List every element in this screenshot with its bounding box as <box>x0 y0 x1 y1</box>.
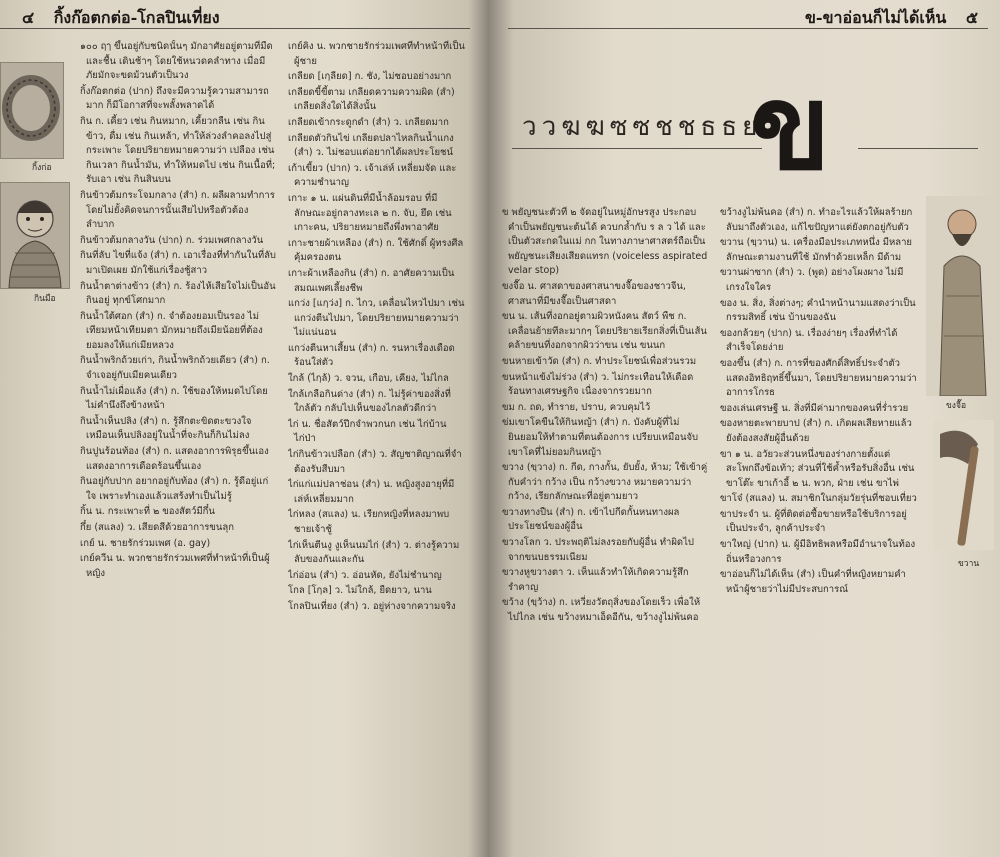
dictionary-entry: แกว่งตีนหาเสี้ยน (สำ) ก. รนหาเรื่องเดือดร้อนใส่ตัว <box>288 342 455 369</box>
fig2-caption-right: ขวาน <box>958 559 980 569</box>
dictionary-entry: กินน้ำพริกถ้วยเก่า, กินน้ำพริกถ้วยเดียว (สำ) ก. จำเจอยู่กับเมียคนเดียว <box>80 355 270 382</box>
right-column-2 <box>720 206 918 846</box>
dictionary-entry: ขว้าง (ขฺว้าง) ก. เหวี่ยงวัตถุสิ่งของโดยเร็ว เพื่อให้ไปไกล เช่น ขว้างหมาเอ็ดอีกัน, ขว้างงูไม่พ้นคอ <box>502 597 701 624</box>
dictionary-entry: ขนหน้าแข้งไม่ร่วง (สำ) ว. ไม่กระเทือนให้เดือดร้อนทางเศรษฐกิจ เนื่องจากรวยมาก <box>502 371 694 398</box>
dictionary-entry: ของหายตะพายบาป (สำ) ก. เกิดผลเสียหายแล้วยังต้องสงสัยผู้อื่นด้วย <box>720 418 912 444</box>
letter-row-rule <box>512 148 762 149</box>
dictionary-entry: ขว้างงูไม่พ้นคอ (สำ) ก. ทำอะไรแล้วให้ผลร้ายกลับมาถึงตัวเอง, แก้ไขปัญหาแต่ยังตกอยู่กับตัว <box>720 207 913 233</box>
dictionary-entry: ขม ก. ถด, ทำราย, ปราบ, ควบคุมไว้ <box>502 401 651 413</box>
dictionary-entry: กินน้ำเห็นปลิง (สำ) ก. รู้สึกตะขิดตะขวงใจเหมือนเห็นปลิงอยู่ในน้ำที่จะกินก็กินไม่ลง <box>80 415 252 442</box>
dictionary-entry: ไก่กินข้าวเปลือก (สำ) ว. สัญชาติญาณที่จำต้องรับสืบมา <box>288 449 462 475</box>
dictionary-entry: กินที่ลับ ไขที่แจ้ง (สำ) ก. เอาเรื่องที่ทำกันในที่ลับมาเปิดเผย มักใช้แก่เรื่องชู้สาว <box>80 250 276 276</box>
dictionary-entry: ขาอ่อนก็ไม่ได้เห็น (สำ) เป็นคำที่หญิงหยามคำหน้าผู้ชายว่าไม่มีประสบการณ์ <box>720 569 906 595</box>
dictionary-entry: ไก่แก่แม่ปลาช่อน (สำ) น. หญิงสูงอายุที่มีเล่ห์เหลี่ยมมาก <box>288 479 455 505</box>
dictionary-entry: ขวานผ่าซาก (สำ) ว. (พูด) อย่างโผงผาง ไม่มีเกรงใจใคร <box>720 267 904 293</box>
dictionary-entry: กิ้น น. กระเพาะที่ ๒ ของสัตว์มีกึ๋น <box>80 506 215 518</box>
right-page <box>488 0 1000 857</box>
dictionary-entry: กินน้ำใต้ศอก (สำ) ก. จำต้องยอมเป็นรอง ไม่เทียมหน้าเทียมตา มักหมายถึงเมียน้อยที่ต้องยอมลงให้แก่เมียหลวง <box>80 310 263 351</box>
dictionary-entry: ขา ๑ น. อวัยวะส่วนหนึ่งของร่างกายตั้งแต่สะโพกถึงข้อเท้า; ส่วนที่ใช้ค้ำหรือรับสิ่งอื่น เช่น ขาโต๊ะ ขาเก้าอี้ ๒ น. พวก, ฝ่าย เช่น ขาไพ่ <box>720 448 915 489</box>
dictionary-entry: เกลียดตัวกินไข่ เกลียดปลาไหลกินน้ำแกง (สำ) ว. ไม่ชอบแต่อยากได้ผลประโยชน์ <box>288 132 454 159</box>
dictionary-entry: กินข้าวต้มกลางวัน (ปาก) ก. ร่วมเพศกลางวัน <box>80 234 264 246</box>
dictionary-entry: ข่มเขาโคขืนให้กินหญ้า (สำ) ก. บังคับผู้ที่ไม่ยินยอมให้ทำตามที่ตนต้องการ เปรียบเหมือนจับเขาโคที่ไม่ยอมกินหญ้า <box>502 417 699 458</box>
dictionary-entry: เกาะชายผ้าเหลือง (สำ) ก. ใช้ศักดิ์ ผู้ทรงศีลคุ้มครองตน <box>288 237 464 264</box>
dictionary-entry: เกลียด [เกฺลียด] ก. ชัง, ไม่ชอบอย่างมาก <box>288 71 452 83</box>
dictionary-entry: ไก่หลง (สแลง) น. เรียกหญิงที่หลงมาพบชายเจ้าชู้ <box>288 509 450 535</box>
dictionary-entry: กินข้าวต้มกระโจมกลาง (สำ) ก. ผลีผลามทำการโดยไม่ยั้งคิดจนการนั้นเสียไปหรือตัวต้องลำบาก <box>80 189 275 231</box>
left-header-title: กิ้งก๊อตกต่อ-โกลปินเที่ยง <box>53 8 220 27</box>
millipede-illustration <box>0 62 64 159</box>
dictionary-entry: ของขึ้น (สำ) ก. การที่ของศักดิ์สิทธิ์ประจำตัวแสดงอิทธิฤทธิ์ขึ้นมา, โดยปริยายหมายความว่า อาการโกรธ <box>720 357 917 399</box>
left-header-rule <box>0 28 470 29</box>
dictionary-entry: ของกล้วยๆ (ปาก) น. เรื่องง่ายๆ เรื่องที่ทำได้สำเร็จโดยง่าย <box>720 327 898 354</box>
dictionary-entry: เก้าเขี้ยว (ปาก) ว. เจ้าเล่ห์ เหลี่ยมจัด และความชำนาญ <box>288 162 457 189</box>
letter-variants-row: ววฆฆซซชชธธย <box>522 112 763 142</box>
letter-row-rule-right <box>858 148 978 149</box>
dictionary-entry: ใกล้เกลือกินด่าง (สำ) ก. ไม่รู้ค่าของสิ่งที่ใกล้ตัว กลับไปเห็นของไกลตัวดีกว่า <box>288 388 451 415</box>
left-page-number: ๔ <box>22 8 35 27</box>
dictionary-entry: เกย์คิง น. พวกชายรักร่วมเพศที่ทำหน้าที่เป็นผู้ชาย <box>288 41 465 67</box>
right-header-rule <box>508 28 988 29</box>
axe-illustration <box>934 420 994 550</box>
dictionary-entry: แกว่ง [แกฺว่ง] ก. ไกว, เคลื่อนไหวไปมา เช่น แกว่งตีนไปมา, โดยปริยายหมายความว่า ไม่แน่นอน <box>288 298 465 339</box>
dictionary-entry: เกลียดเข้ากระดูกดำ (สำ) ว. เกลียดมาก <box>288 116 449 128</box>
dictionary-entry: กินน้ำตาต่างข้าว (สำ) ก. ร้องไห้เสียใจไม่เป็นอันกินอยู่ ทุกข์โศกมาก <box>80 280 276 307</box>
dictionary-entry: กินน้ำไม่เผื่อแล้ง (สำ) ก. ใช้ของให้หมดไปโดยไม่คำนึงถึงข้างหน้า <box>80 385 268 412</box>
dictionary-entry: ของเล่นเศรษฐี น. สิ่งที่มีค่ามากของคนที่ร่ำรวย <box>720 402 909 414</box>
dictionary-entry: ขวางหูขวางตา ว. เห็นแล้วทำให้เกิดความรู้สึกรำคาญ <box>502 567 689 593</box>
dictionary-entry: ขาโจ๋ (สแลง) น. สมาชิกในกลุ่มวัยรุ่นที่ชอบเที่ยว <box>720 493 917 505</box>
dictionary-entry: ขวาน (ขฺวาน) น. เครื่องมือประเภทหนึ่ง มีหลายลักษณะตามงานที่ใช้ มักทำด้วยเหล็ก มีด้าม <box>720 237 912 263</box>
dictionary-entry: กิ้งก๊อตกต่อ (ปาก) ถึงจะมีความรู้ความสามารถมาก ก็มีโอกาสที่จะพลั้งพลาดได้ <box>80 85 269 112</box>
dictionary-entry: ไก่อ่อน (สำ) ว. อ่อนหัด, ยังไม่ชำนาญ <box>288 569 442 581</box>
dictionary-entry: ขาใหญ่ (ปาก) น. ผู้มีอิทธิพลหรือมีอำนาจในท้องถิ่นหรือวงการ <box>720 539 916 565</box>
dictionary-entry: ขน น. เส้นที่งอกอยู่ตามผิวหนังคน สัตว์ พืช ก. เคลื่อนย้ายทีละมากๆ โดยปริยายเรียกสิ่งที่เป็นเส้นคล้ายขนที่งอกจากผิวว่าขน เช่น ขนนก <box>502 311 707 352</box>
dictionary-entry: ขงจื๊อ น. ศาสดาของศาสนาขงจื๊อของชาวจีน, ศาสนาที่มีขงจื๊อเป็นศาสดา <box>502 280 686 307</box>
dictionary-entry: โกล [โกฺล] ว. ไม่ใกล้, ยืดยาว, นาน <box>288 585 432 597</box>
dictionary-entry: ไก่เห็นตีนงู งูเห็นนมไก่ (สำ) ว. ต่างรู้ความลับของกันและกัน <box>288 539 460 566</box>
left-column-2 <box>288 40 466 850</box>
dictionary-entry: เกย์ น. ชายรักร่วมเพศ (อ. gay) <box>80 537 211 549</box>
dictionary-entry: กิน ก. เคี้ยว เช่น กินหมาก, เคี้ยวกลืน เช่น กินข้าว, ดื่ม เช่น กินเหล้า, ทำให้ล่วงลำคอลงไปสู่กระเพาะ โดยปริยายหมายความว่า เปลือง เช่น กินเวลา กินน้ำมัน, ทำให้หมดไป เช่น กินเนื้อที่; รับเอา เช่น กินสินบน <box>80 115 276 186</box>
dictionary-entry: ขวางทางปืน (สำ) ก. เข้าไปกีดกั้นหนทางผลประโยชน์ของผู้อื่น <box>502 506 680 533</box>
dictionary-entry: โกลปินเที่ยง (สำ) ว. อยู่ห่างจากความจริง <box>288 600 456 612</box>
dictionary-entry: เกลียดขี้ขี้ตาม เกลียดความความผิด (สำ) เกลียดสิ่งใดได้สิ่งนั้น <box>288 86 455 113</box>
dictionary-entry: กินปูนร้อนท้อง (สำ) ก. แสดงอาการพิรุธขึ้นเอง แสดงอาการเดือดร้อนขึ้นเอง <box>80 446 269 472</box>
right-column-1 <box>502 206 708 846</box>
left-column-1 <box>80 40 276 850</box>
left-page <box>0 0 488 857</box>
dictionary-entry: เกาะ ๑ น. แผ่นดินที่มีน้ำล้อมรอบ ที่มีลักษณะอยู่กลางทะเล ๒ ก. จับ, ยึด เช่น เกาะคน, ปริยายหมายถึงพึ่งพาอาศัย <box>288 192 452 234</box>
fig1-caption: กิ้งก่อ <box>32 163 52 173</box>
dictionary-entry: เกาะผ้าเหลืองกิน (สำ) ก. อาศัยความเป็นสมณเพศเลี้ยงชีพ <box>288 267 455 294</box>
fig1-caption-right: ขงจื๊อ <box>946 401 967 411</box>
right-page-number: ๕ <box>965 8 978 27</box>
dictionary-entry: เกย์ควีน น. พวกชายรักร่วมเพศที่ทำหน้าที่เป็นผู้หญิง <box>80 553 270 579</box>
big-letter-kho: ข <box>750 57 831 196</box>
dictionary-entry: ของ น. สิ่ง, สิ่งต่างๆ; คำนำหน้านามแสดงว่าเป็นกรรมสิทธิ์ เช่น บ้านของฉัน <box>720 297 916 324</box>
dictionary-entry: ขวางโลก ว. ประพฤติไม่ลงรอยกับผู้อื่น ทำผิดไปจากขนบธรรมเนียม <box>502 537 694 563</box>
dictionary-entry: ไก่ น. ชื่อสัตว์ปีกจำพวกนก เช่น ไก่บ้าน ไก่ป่า <box>288 418 447 445</box>
confucius-illustration <box>926 196 996 396</box>
dictionary-entry: ๑๐๐ ฤๅ ขึ้นอยู่กับชนิดนั้นๆ มักอาศัยอยู่ตามที่มืดและชื้น เดินช้าๆ โดยใช้หนวดคลำทาง เมื่อมีภัยมักจะขดม้วนตัวเป็นวง <box>80 41 273 82</box>
fig2-caption: กินมือ <box>34 294 56 304</box>
dictionary-entry: ขนหายเข้าวัด (สำ) ก. ทำประโยชน์เพื่อส่วนรวม <box>502 355 697 367</box>
man-eating-illustration <box>0 182 70 289</box>
dictionary-entry: ข พยัญชนะตัวที่ ๒ จัดอยู่ในหมู่อักษรสูง ประกอบคำเป็นพยัญชนะต้นได้ ควบกล้ำกับ ร ล ว ได้ และเป็นตัวสะกดในแม่ กก ในทางภาษาศาสตร์ถือเป็นพยัญชนะเสียงเสียดแทรก (voiceless aspirated velar stop) <box>502 207 708 277</box>
dictionary-entry: กึ๋ย (สแลง) ว. เสียดสีด้วยอาการขนลุก <box>80 522 234 533</box>
dictionary-entry: กินอยู่กับปาก อยากอยู่กับท้อง (สำ) ก. รู้ดีอยู่แก่ใจ เพราะทำเองแล้วแสร้งทำเป็นไม่รู้ <box>80 476 269 502</box>
dictionary-entry: ขวาง (ขฺวาง) ก. กีด, กางกั้น, ยับยั้ง, ห้าม; ใช้เข้าคู่กับคำว่า กว้าง เป็น กว้างขวาง หมายความว่า กว้าง, เรียกลักษณะที่อยู่ตามยาว <box>502 462 708 503</box>
dictionary-entry: ใกล้ (ไกฺล้) ว. จวน, เกือบ, เคียง, ไม่ไกล <box>288 373 449 385</box>
right-header-title: ข-ขาอ่อนก็ไม่ได้เห็น <box>804 8 947 27</box>
dictionary-entry: ขาประจำ น. ผู้ที่ติดต่อซื้อขายหรือใช้บริการอยู่เป็นประจำ, ลูกค้าประจำ <box>720 508 907 535</box>
